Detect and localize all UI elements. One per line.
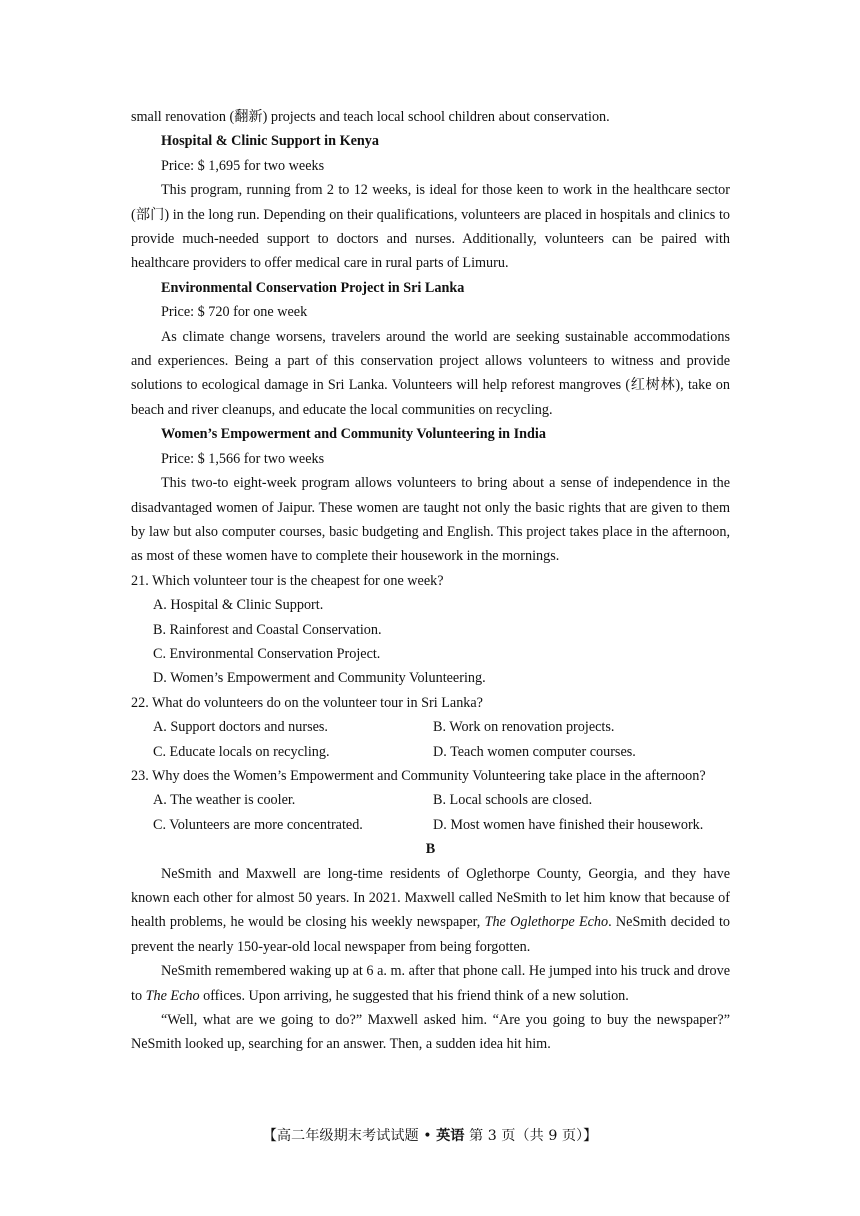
- passage-paragraph-2: [131, 959, 730, 1008]
- document-page: [131, 105, 730, 1057]
- options-row: [131, 788, 730, 812]
- program-title-kenya: Hospital & Clinic Support in Kenya: [161, 133, 379, 150]
- option-a: A. Support doctors and nurses.: [153, 719, 328, 736]
- newspaper-title: The Echo: [145, 987, 200, 1004]
- option-d: D. Teach women computer courses.: [433, 743, 636, 760]
- option-d: D. Women’s Empowerment and Community Volunteering.: [153, 670, 486, 687]
- program-title-india: Women’s Empowerment and Community Volunteering in India: [161, 426, 546, 443]
- program-price-sri-lanka: Price: $ 720 for one week: [161, 304, 308, 321]
- text-run: NeSmith and Maxwell are long-time residents of Oglethorpe County, Georgia, and they have known each other for almost 50 years. In 2021. Maxwell called NeSmith to let him know that because of health problems, he would be closing his weekly newspaper,: [131, 865, 730, 931]
- footer-page-number: 第 3 页（共 9 页）】: [464, 1128, 598, 1144]
- option-b: B. Local schools are closed.: [433, 792, 593, 809]
- passage-paragraph-1: [131, 862, 730, 960]
- option-c: C. Environmental Conservation Project.: [153, 645, 381, 662]
- question-21: [131, 569, 730, 691]
- section-heading: B: [425, 841, 436, 858]
- program-description-sri-lanka: As climate change worsens, travelers around the world are seeking sustainable accommodations and experiences. Being a part of this conservation project allows volunteers to witness and provide solutions to ecological damage in Sri Lanka. Volunteers will help reforest mangroves (红树林), take on beach and river cleanups, and educate the local communities on recycling.: [131, 328, 730, 418]
- option-b: B. Work on renovation projects.: [433, 719, 615, 736]
- text-run: NeSmith remembered waking up at 6 a. m. after that phone call. He jumped into his truck and drove to: [131, 963, 730, 1004]
- newspaper-title: The Oglethorpe Echo: [484, 914, 609, 931]
- question-stem: 21. Which volunteer tour is the cheapest for one week?: [131, 572, 444, 589]
- options-row: [131, 813, 730, 837]
- program-description-kenya: This program, running from 2 to 12 weeks, is ideal for those keen to work in the healthcare sector (部门) in the long run. Depending on their qualifications, volunteers are placed in hospitals and clinics to provide much-needed support to doctors and nurses. Additionally, volunteers can be paired with healthcare providers to offer medical care in rural parts of Limuru.: [131, 182, 730, 272]
- program-price-kenya: Price: $ 1,695 for two weeks: [161, 157, 325, 174]
- footer-open: 【高二年级期末考试试题 •: [262, 1128, 437, 1144]
- program-description-india: This two-to eight-week program allows volunteers to bring about a sense of independence in the disadvantaged women of Jaipur. These women are taught not only the basic rights that are given to them by law but also computer courses, basic budgeting and English. This project takes place in the afternoon, as most of these women have to complete their housework in the mornings.: [131, 475, 730, 565]
- option-d: D. Most women have finished their housework.: [433, 816, 704, 833]
- text-run: . NeSmith decided to prevent the nearly 150-year-old local newspaper from being forgotten.: [131, 914, 730, 955]
- option-a: A. The weather is cooler.: [153, 792, 296, 809]
- question-stem: 22. What do volunteers do on the volunteer tour in Sri Lanka?: [131, 694, 483, 711]
- passage-paragraph-3: “Well, what are we going to do?” Maxwell asked him. “Are you going to buy the newspaper?” NeSmith looked up, searching for an answer. Then, a sudden idea hit him.: [131, 1012, 730, 1053]
- page-footer: [0, 1125, 860, 1145]
- program-price-india: Price: $ 1,566 for two weeks: [161, 450, 325, 467]
- option-c: C. Volunteers are more concentrated.: [153, 816, 363, 833]
- question-stem: 23. Why does the Women’s Empowerment and Community Volunteering take place in the afternoon?: [131, 767, 706, 784]
- question-22: [131, 691, 730, 764]
- option-b: B. Rainforest and Coastal Conservation.: [153, 621, 382, 638]
- program-title-sri-lanka: Environmental Conservation Project in Sri Lanka: [161, 279, 465, 296]
- options-row: [131, 740, 730, 764]
- footer-subject: 英语: [436, 1128, 465, 1144]
- text-run: offices. Upon arriving, he suggested that his friend think of a new solution.: [199, 987, 629, 1004]
- option-c: C. Educate locals on recycling.: [153, 743, 330, 760]
- intro-continuation: small renovation (翻新) projects and teach local school children about conservation.: [131, 109, 610, 125]
- option-a: A. Hospital & Clinic Support.: [153, 597, 324, 614]
- question-23: [131, 764, 730, 837]
- options-row: [131, 715, 730, 739]
